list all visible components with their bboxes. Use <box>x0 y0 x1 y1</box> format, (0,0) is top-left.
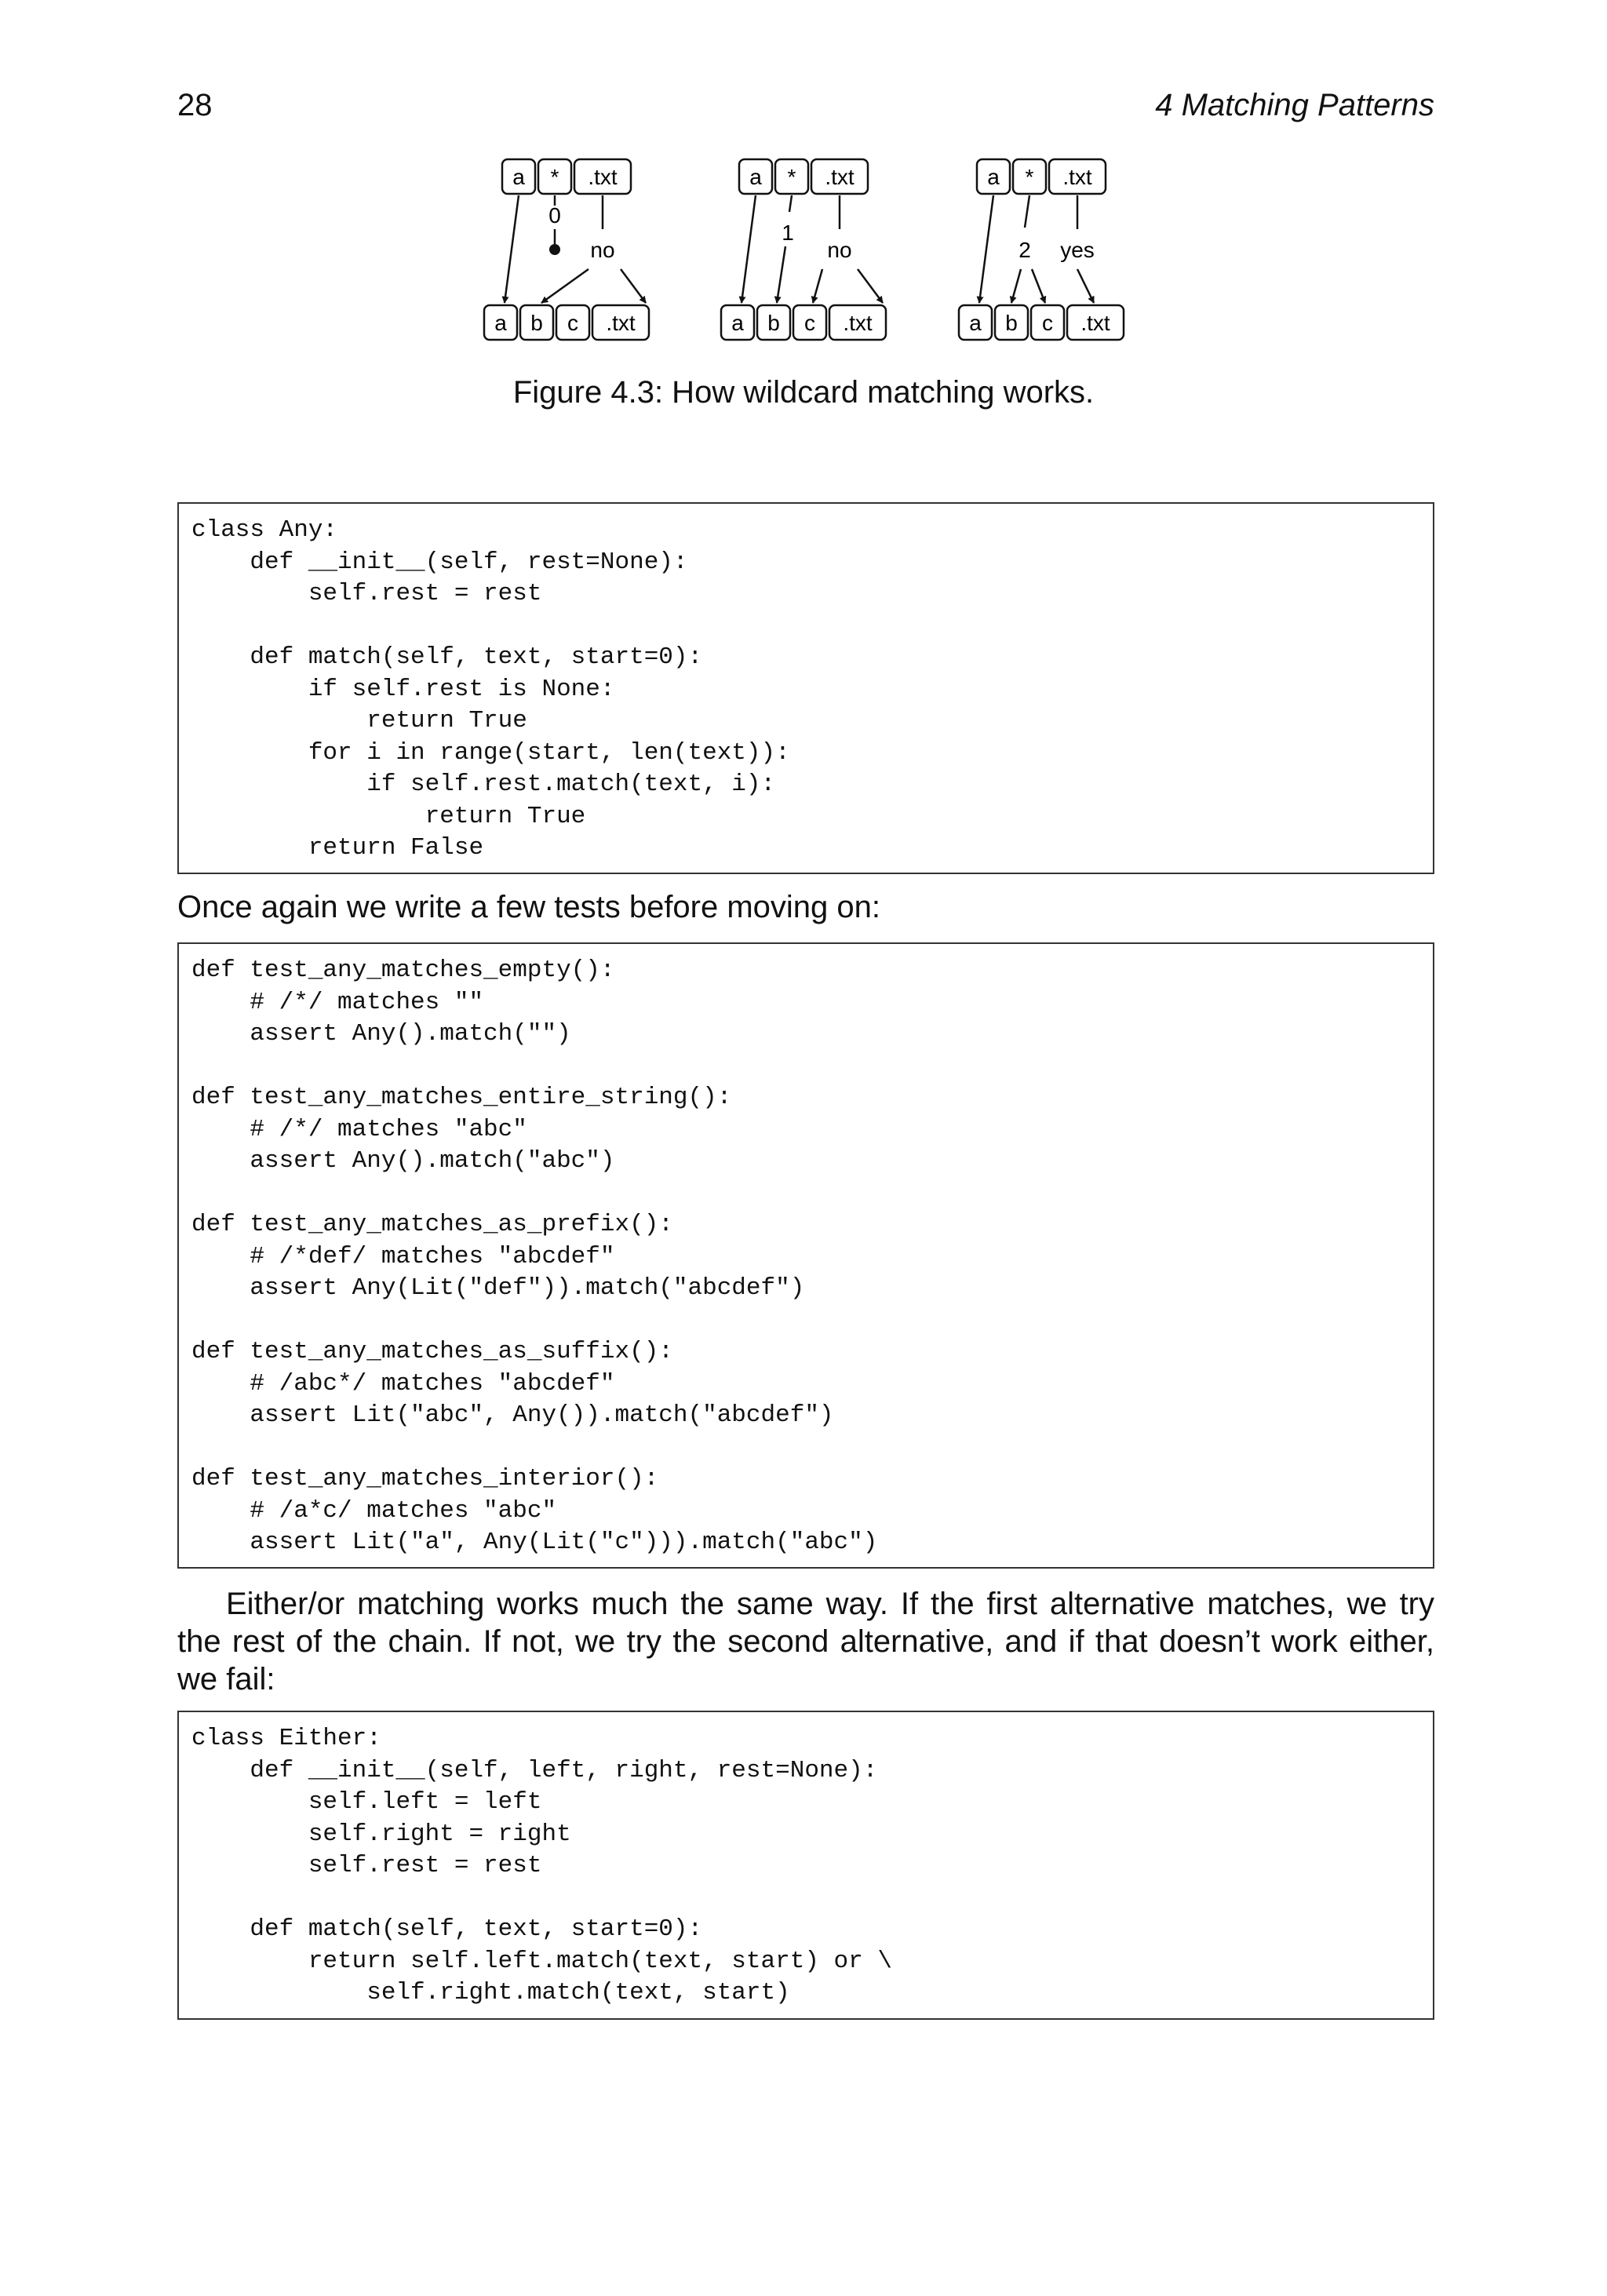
match-result: yes <box>1060 238 1095 262</box>
code-listing-any <box>177 502 1434 874</box>
try-arrow <box>1077 269 1094 303</box>
match-arrow <box>979 195 993 303</box>
star-count: 0 <box>548 203 561 228</box>
code-listing-either <box>177 1711 1434 2020</box>
code-text: def test_any_matches_empty(): # /*/ matches "" assert Any().match("") def test_any_matches_entire_string(): # /*/ matches "abc" assert Any().match("abc") def test_any_matches_as_prefix(): # /*def/ matches "abcdef" assert Any(Lit("def")).match("abcdef") def test_any_matches_as_suffix(): # /abc*/ matches "abcdef" assert Lit("abc", Any()).match("abcdef") def test_any_matches_interior(): # /a*c/ matches "abc" assert Lit("a", Any(Lit("c"))).match("abc") <box>191 957 878 1556</box>
match-arrow <box>777 246 785 303</box>
text-label: c <box>1042 311 1053 335</box>
text-label: .txt <box>843 311 873 335</box>
page-number: 28 <box>177 88 213 122</box>
text-label: b <box>1005 311 1018 335</box>
star-connector <box>789 195 792 212</box>
code-listing-tests <box>177 942 1434 1569</box>
code-text: class Any: def __init__(self, rest=None): self.rest = rest def match(self, text, start=0): if self.rest is None: return True for i in range(start, len(text)): if self.rest.match(text, i): return True return False <box>191 516 790 862</box>
code-text: class Either: def __init__(self, left, right, rest=None): self.left = left self.right = right self.rest = rest def match(self, text, start=0): return self.left.match(text, start) or \ self.right.match(text, start) <box>191 1725 892 2006</box>
panel-2 <box>721 159 886 340</box>
try-arrow <box>621 269 646 303</box>
figure-caption: Figure 4.3: How wildcard matching works. <box>512 375 1095 410</box>
match-arrow <box>1011 269 1021 303</box>
match-arrow <box>505 195 519 303</box>
match-result: no <box>590 238 615 262</box>
pattern-label: a <box>749 165 762 189</box>
pattern-label: a <box>987 165 1000 189</box>
pattern-label: .txt <box>588 165 618 189</box>
empty-match-dot <box>549 244 560 255</box>
text-label: c <box>804 311 815 335</box>
try-arrow <box>858 269 883 303</box>
pattern-label: * <box>787 165 796 189</box>
text-label: b <box>767 311 780 335</box>
panel-3 <box>959 159 1124 340</box>
pattern-label: .txt <box>1062 165 1092 189</box>
wildcard-figure <box>0 141 1607 377</box>
pattern-label: a <box>512 165 525 189</box>
text-label: a <box>969 311 982 335</box>
wildcard-diagram <box>0 141 1607 377</box>
pattern-label: * <box>550 165 559 189</box>
running-head: 4 Matching Patterns <box>1155 88 1434 122</box>
match-arrow <box>1032 269 1045 303</box>
pattern-label: .txt <box>825 165 855 189</box>
try-arrow <box>541 269 589 303</box>
try-arrow <box>813 269 822 303</box>
match-arrow <box>742 195 756 303</box>
text-label: c <box>567 311 578 335</box>
star-count: 2 <box>1018 238 1031 262</box>
body-paragraph: Either/or matching works much the same way. If the first alternative matches, we try the rest of the chain. If not, we try the second alternative, and if that doesn’t work either, we fail: <box>177 1587 1434 1696</box>
text-label: a <box>494 311 507 335</box>
text-label: .txt <box>606 311 636 335</box>
text-label: a <box>731 311 744 335</box>
text-label: .txt <box>1080 311 1110 335</box>
pattern-label: * <box>1025 165 1034 189</box>
panel-1 <box>484 159 649 340</box>
text-label: b <box>530 311 543 335</box>
match-result: no <box>827 238 852 262</box>
star-count: 1 <box>782 220 794 245</box>
star-connector <box>1025 195 1029 228</box>
body-paragraph: Once again we write a few tests before moving on: <box>177 890 881 924</box>
